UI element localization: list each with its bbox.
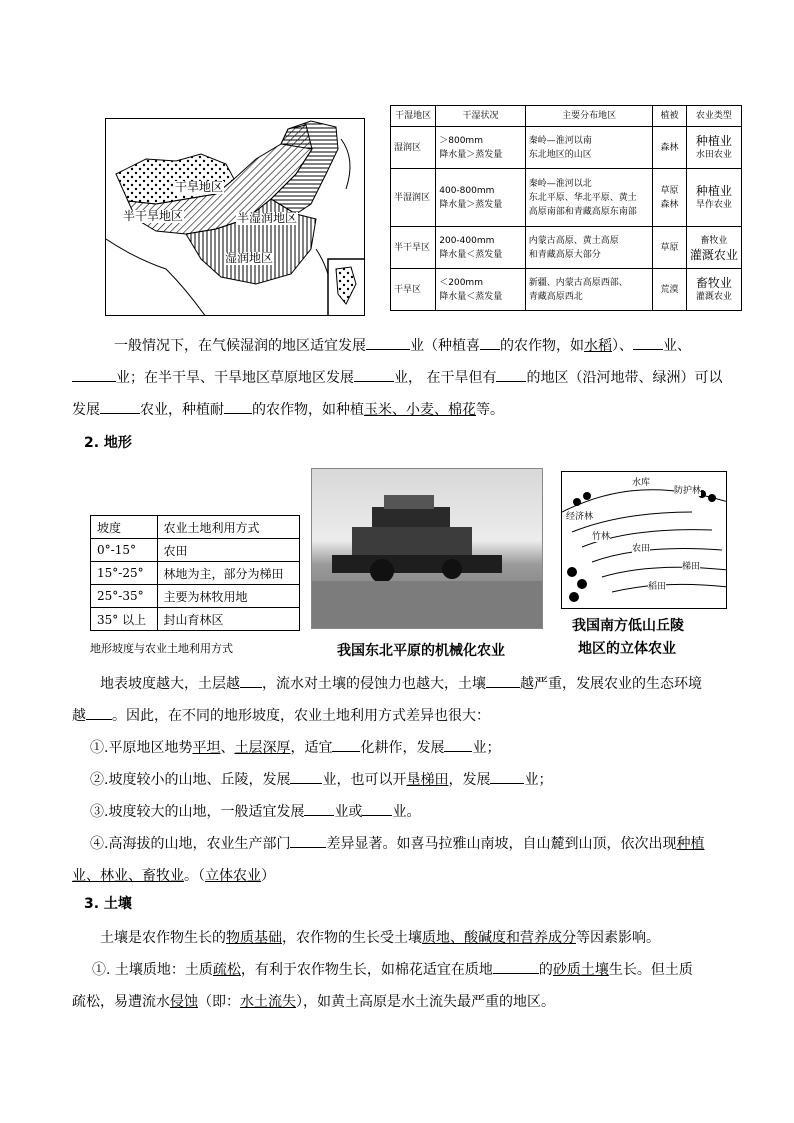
map-label-semi-arid: 半干旱地区 bbox=[123, 209, 184, 223]
table-cell: 草原 bbox=[653, 227, 686, 269]
terrace-label-paddy: 稻田 bbox=[648, 582, 667, 592]
table-cell: 种植业 水田农业 bbox=[686, 127, 741, 169]
table-cell: 畜牧业 灌溉农业 bbox=[686, 227, 741, 269]
terrace-graphic bbox=[562, 472, 727, 609]
terrace-label-economic-forest: 经济林 bbox=[566, 512, 594, 522]
table-header: 农业类型 bbox=[686, 106, 741, 127]
map-label-humid: 湿润地区 bbox=[225, 251, 274, 265]
table-cell: 内蒙古高原、黄土高原 和青藏高原大部分 bbox=[525, 227, 653, 269]
table-header: 干湿状况 bbox=[436, 106, 526, 127]
table-cell: 新疆、内蒙古高原西部、 青藏高原西北 bbox=[525, 269, 653, 311]
slope-land-use-table bbox=[90, 515, 300, 631]
photo-caption: 我国东北平原的机械化农业 bbox=[337, 643, 505, 659]
china-dry-wet-regions-map bbox=[105, 118, 365, 316]
terrace-label-bamboo: 竹林 bbox=[592, 532, 611, 542]
table-header: 主要分布地区 bbox=[525, 106, 653, 127]
table-row: 0°-15° 农田 bbox=[91, 539, 300, 562]
section-title-terrain: 2. 地形 bbox=[84, 435, 132, 451]
slope-table-caption: 地形坡度与农业土地利用方式 bbox=[90, 642, 233, 655]
table-cell: 半湿润区 bbox=[391, 169, 436, 227]
table-cell: 干旱区 bbox=[391, 269, 436, 311]
table-cell: 草原 森林 bbox=[653, 169, 686, 227]
table-header: 干湿地区 bbox=[391, 106, 436, 127]
table-cell: 秦岭—淮河以南 东北地区的山区 bbox=[525, 127, 653, 169]
terrace-farming-illustration bbox=[561, 471, 727, 609]
terrace-caption-line1: 我国南方低山丘陵 bbox=[572, 618, 684, 634]
table-header-row bbox=[91, 516, 300, 539]
table-cell: ＜200mm 降水量＜蒸发量 bbox=[436, 269, 526, 311]
terrace-label-farmland: 农田 bbox=[632, 544, 651, 554]
table-header: 农业土地利用方式 bbox=[157, 516, 300, 539]
table-row bbox=[391, 127, 742, 169]
combine-harvester-photo bbox=[311, 468, 543, 629]
table-row bbox=[391, 269, 742, 311]
table-header: 坡度 bbox=[91, 516, 158, 539]
table-header: 植被 bbox=[653, 106, 686, 127]
table-row bbox=[391, 227, 742, 269]
terrace-caption-line2: 地区的立体农业 bbox=[578, 641, 676, 657]
table-cell: ＞800mm 降水量＞蒸发量 bbox=[436, 127, 526, 169]
table-cell: 种植业 旱作农业 bbox=[686, 169, 741, 227]
table-cell: 200-400mm 降水量＜蒸发量 bbox=[436, 227, 526, 269]
section-title-soil: 3. 土壤 bbox=[84, 896, 132, 912]
table-cell: 畜牧业 灌溉农业 bbox=[686, 269, 741, 311]
paragraph-soil: 土壤是农作物生长的物质基础，农作物的生长受土壤质地、酸碱度和营养成分等因素影响。 ①. 土壤质地：土质疏松，有利于农作物生长，如棉花适宜在质地 的砂质土壤生长。但土质 疏松，易遭流水侵蚀（即：水土流失），如黄土高原是水土流失最严重的地区。 bbox=[72, 930, 693, 1010]
map-label-semi-humid: 半湿润地区 bbox=[237, 211, 298, 225]
terrace-label-reservoir: 水库 bbox=[632, 478, 651, 488]
paragraph-climate: 一般情况下，在气候湿润的地区适宜发展 业（种植喜 的农作物，如水稻）、 业、 业；在半干旱、干旱地区草原地区发展 业， 在干旱但有 的地区（沿河地带、绿洲）可以 发展 农业，种植耐 的农作物，如种植玉米、小麦、棉花等。 bbox=[72, 330, 732, 426]
table-row bbox=[391, 169, 742, 227]
table-cell: 荒漠 bbox=[653, 269, 686, 311]
table-header-row bbox=[391, 106, 742, 127]
table-cell: 半干旱区 bbox=[391, 227, 436, 269]
table-cell: 湿润区 bbox=[391, 127, 436, 169]
table-row: 25°-35° 主要为林牧用地 bbox=[91, 585, 300, 608]
table-cell: 400-800mm 降水量＞蒸发量 bbox=[436, 169, 526, 227]
terrace-label-terrace: 梯田 bbox=[682, 562, 701, 572]
harvester-graphic bbox=[312, 469, 543, 629]
climate-agriculture-table bbox=[390, 105, 742, 311]
map-label-arid: 干旱地区 bbox=[175, 180, 224, 194]
table-cell: 森林 bbox=[653, 127, 686, 169]
table-cell: 秦岭—淮河以北 东北平原、华北平原、黄土 高原南部和青藏高原东南部 bbox=[525, 169, 653, 227]
table-row: 15°-25° 林地为主，部分为梯田 bbox=[91, 562, 300, 585]
table-row: 35° 以上 封山育林区 bbox=[91, 608, 300, 631]
paragraph-terrain: 地表坡度越大，土层越 ，流水对土壤的侵蚀力也越大，土壤 越严重，发展农业的生态环境 越 。因此，在不同的地形坡度，农业土地利用方式差异也很大： ①.平原地区地势平坦、土层深厚，适宜 化耕作，发展 业； ②.坡度较小的山地、丘陵，发展 业，也可以开垦梯田，发展 业； ③.坡度较大的山地，一般适宜发展 业或 业。 ④.高海拔的山地，农业生产部门 差异显著。如喜马拉雅山南坡，自山麓到山顶，依次出现种植 业、林业、畜牧业。（立体农业） bbox=[72, 668, 732, 892]
terrace-label-shelterbelt: 防护林 bbox=[674, 486, 702, 496]
